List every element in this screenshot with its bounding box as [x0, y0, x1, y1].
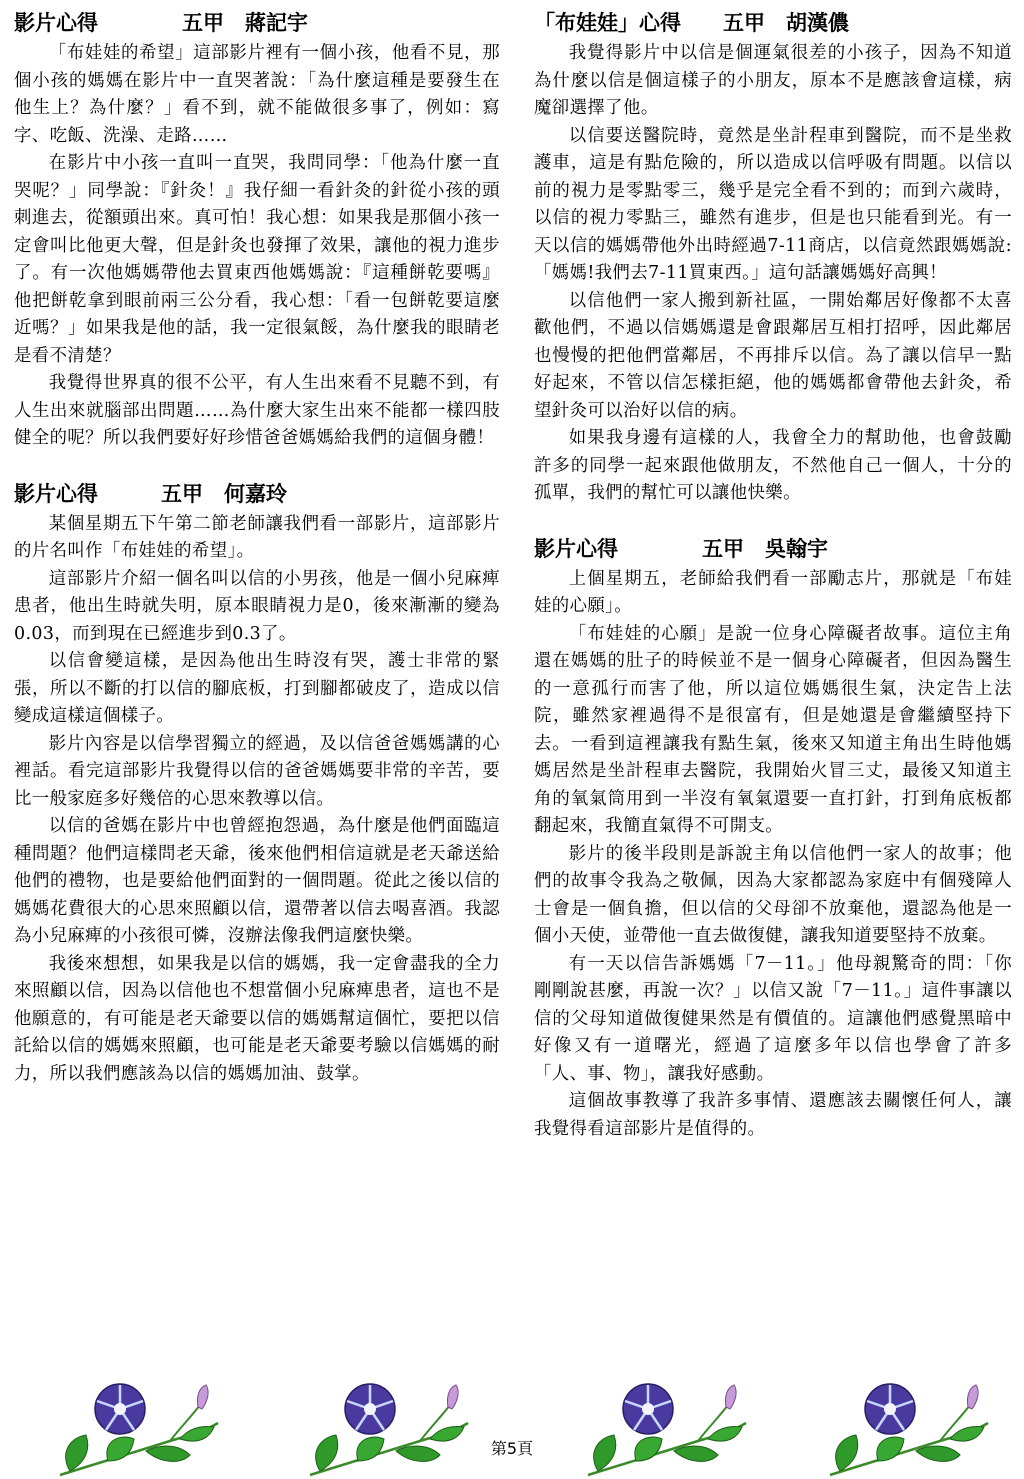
article-paragraph: 以信會變這樣，是因為他出生時沒有哭，護士非常的緊張，所以不斷的打以信的腳底板，打到腳都破皮了，造成以信變成這樣這個樣子。: [14, 651, 500, 726]
article-paragraph: 這個故事教導了我許多事情、還應該去關懷任何人，讓我覺得看這部影片是值得的。: [534, 1091, 1012, 1139]
morning-glory-icon: [300, 1383, 470, 1479]
article-paragraph: 在影片中小孩一直叫一直哭，我問同學：「他為什麼一直哭呢？」同學說：『針灸！』我仔細一看針灸的針從小孩的頭刺進去，從額頭出來。真可怕！我心想：如果我是那個小孩一定會叫比他更大聲，但是針灸也發揮了效果，讓他的視力進步了。有一次他媽媽帶他去買東西他媽媽說：『這種餅乾要嗎』他把餅乾拿到眼前兩三公分看，我心想：「看一包餅乾要這麼近嗎？」如果我是他的話，我一定很氣餒，為什麼我的眼睛老是看不清楚？: [14, 153, 500, 366]
article-paragraph: 上個星期五，老師給我們看一部勵志片，那就是「布娃娃的心願」。: [534, 568, 1012, 616]
morning-glory-icon: [820, 1383, 990, 1479]
morning-glory-icon: [578, 1383, 748, 1479]
article-heading: 影片心得 五甲 吳翰宇: [534, 536, 828, 561]
right-column: [534, 8, 1012, 1169]
article-heading: 影片心得 五甲 何嘉玲: [14, 481, 287, 506]
article-paragraph: 這部影片介紹一個名叫以信的小男孩，他是一個小兒麻痺患者，他出生時就失明，原本眼睛視力是0，後來漸漸的變為0.03，而到現在已經進步到0.3了。: [14, 568, 500, 644]
footer-decoration: [0, 1383, 1024, 1479]
article-paragraph: 我覺得影片中以信是個運氣很差的小孩子，因為不知道為什麼以信是個這樣子的小朋友，原本不是應該會這樣，病魔卻選擇了他。: [534, 43, 1012, 118]
page-number: 第5頁: [490, 1439, 534, 1458]
article-paragraph: 某個星期五下午第二節老師讓我們看一部影片，這部影片的片名叫作「布娃娃的希望」。: [14, 513, 500, 561]
article-paragraph: 我後來想想，如果我是以信的媽媽，我一定會盡我的全力來照顧以信，因為以信他也不想當個小兒麻痺患者，這也不是他願意的，有可能是老天爺要以信的媽媽幫這個忙，要把以信託給以信的媽媽來照顧，也可能是老天爺要考驗以信媽媽的耐力，所以我們應該為以信的媽媽加油、鼓掌。: [14, 953, 500, 1084]
article-paragraph: 我覺得世界真的很不公平，有人生出來看不見聽不到，有人生出來就腦部出問題……為什麼大家生出來不能都一樣四肢健全的呢？所以我們要好好珍惜爸爸媽媽給我們的這個身體！: [14, 373, 500, 448]
left-column: [14, 8, 500, 1114]
article-paragraph: 有一天以信告訴媽媽「7－11。」他母親驚奇的問：「你剛剛說甚麼，再說一次？」以信又說「7－11。」這件事讓以信的父母知道做復健果然是有價值的。這讓他們感覺黑暗中好像又有一道曙光，經過了這麼多年以信也學會了許多「人、事、物」，讓我好感動。: [534, 953, 1012, 1084]
article-paragraph: 以信他們一家人搬到新社區，一開始鄰居好像都不太喜歡他們，不過以信媽媽還是會跟鄰居互相打招呼，因此鄰居也慢慢的把他們當鄰居，不再排斥以信。為了讓以信早一點好起來，不管以信怎樣拒絕，他的媽媽都會帶他去針灸，希望針灸可以治好以信的病。: [534, 290, 1012, 421]
article-hu: [534, 8, 1012, 508]
article-paragraph: 如果我身邊有這樣的人，我會全力的幫助他，也會鼓勵許多的同學一起來跟他做朋友，不然他自己一個人，十分的孤單，我們的幫忙可以讓他快樂。: [534, 428, 1012, 503]
article-heading: 「布娃娃」心得 五甲 胡漢儂: [534, 11, 849, 35]
article-paragraph: 影片內容是以信學習獨立的經過，及以信爸爸媽媽講的心裡話。看完這部影片我覺得以信的爸爸媽媽要非常的辛苦，要比一般家庭多好幾倍的心思來教導以信。: [14, 733, 500, 809]
article-paragraph: 「布娃娃的希望」這部影片裡有一個小孩，他看不見，那個小孩的媽媽在影片中一直哭著說：「為什麼這種是要發生在他生上？為什麼？」看不到，就不能做很多事了，例如：寫字、吃飯、洗澡、走路……: [14, 43, 500, 146]
article-he: [14, 479, 500, 1089]
article-paragraph: 以信要送醫院時，竟然是坐計程車到醫院，而不是坐救護車，這是有點危險的，所以造成以信呼吸有問題。以信以前的視力是零點零三，幾乎是完全看不到的；而到六歲時，以信的視力零點三，雖然有進步，但是也只能看到光。有一天以信的媽媽帶他外出時經過7-11商店，以信竟然跟媽媽說:「媽媽!我們去7-11買東西。」這句話讓媽媽好高興！: [534, 125, 1012, 283]
article-paragraph: 以信的爸媽在影片中也曾經抱怨過，為什麼是他們面臨這種問題？他們這樣問老天爺，後來他們相信這就是老天爺送給他們的禮物，也是要給他們面對的一個問題。從此之後以信的媽媽花費很大的心思來照顧以信，還帶著以信去喝喜酒。我認為小兒麻痺的小孩很可憐，沒辦法像我們這麼快樂。: [14, 816, 500, 946]
article-paragraph: 「布娃娃的心願」是說一位身心障礙者故事。這位主角還在媽媽的肚子的時候並不是一個身心障礙者，但因為醫生的一意孤行而害了他，所以這位媽媽很生氣，決定告上法院，雖然家裡過得不是很富有，但是她還是會繼續堅持下去。一看到這裡讓我有點生氣，後來又知道主角出生時他媽媽居然是坐計程車去醫院，我開始火冒三丈，最後又知道主角的氧氣筒用到一半沒有氧氣還要一直打針，打到角底板都翻起來，我簡直氣得不可開支。: [534, 623, 1012, 836]
article-wu: [534, 534, 1012, 1144]
article-paragraph: 影片的後半段則是訴說主角以信他們一家人的故事；他們的故事令我為之敬佩，因為大家都認為家庭中有個殘障人士會是一個負擔，但以信的父母卻不放棄他，還認為他是一個小天使，並帶他一直去做復健，讓我知道要堅持不放棄。: [534, 843, 1012, 946]
morning-glory-icon: [50, 1383, 220, 1479]
article-heading: 影片心得 五甲 蔣記宇: [14, 11, 308, 35]
article-jiang: [14, 8, 500, 453]
